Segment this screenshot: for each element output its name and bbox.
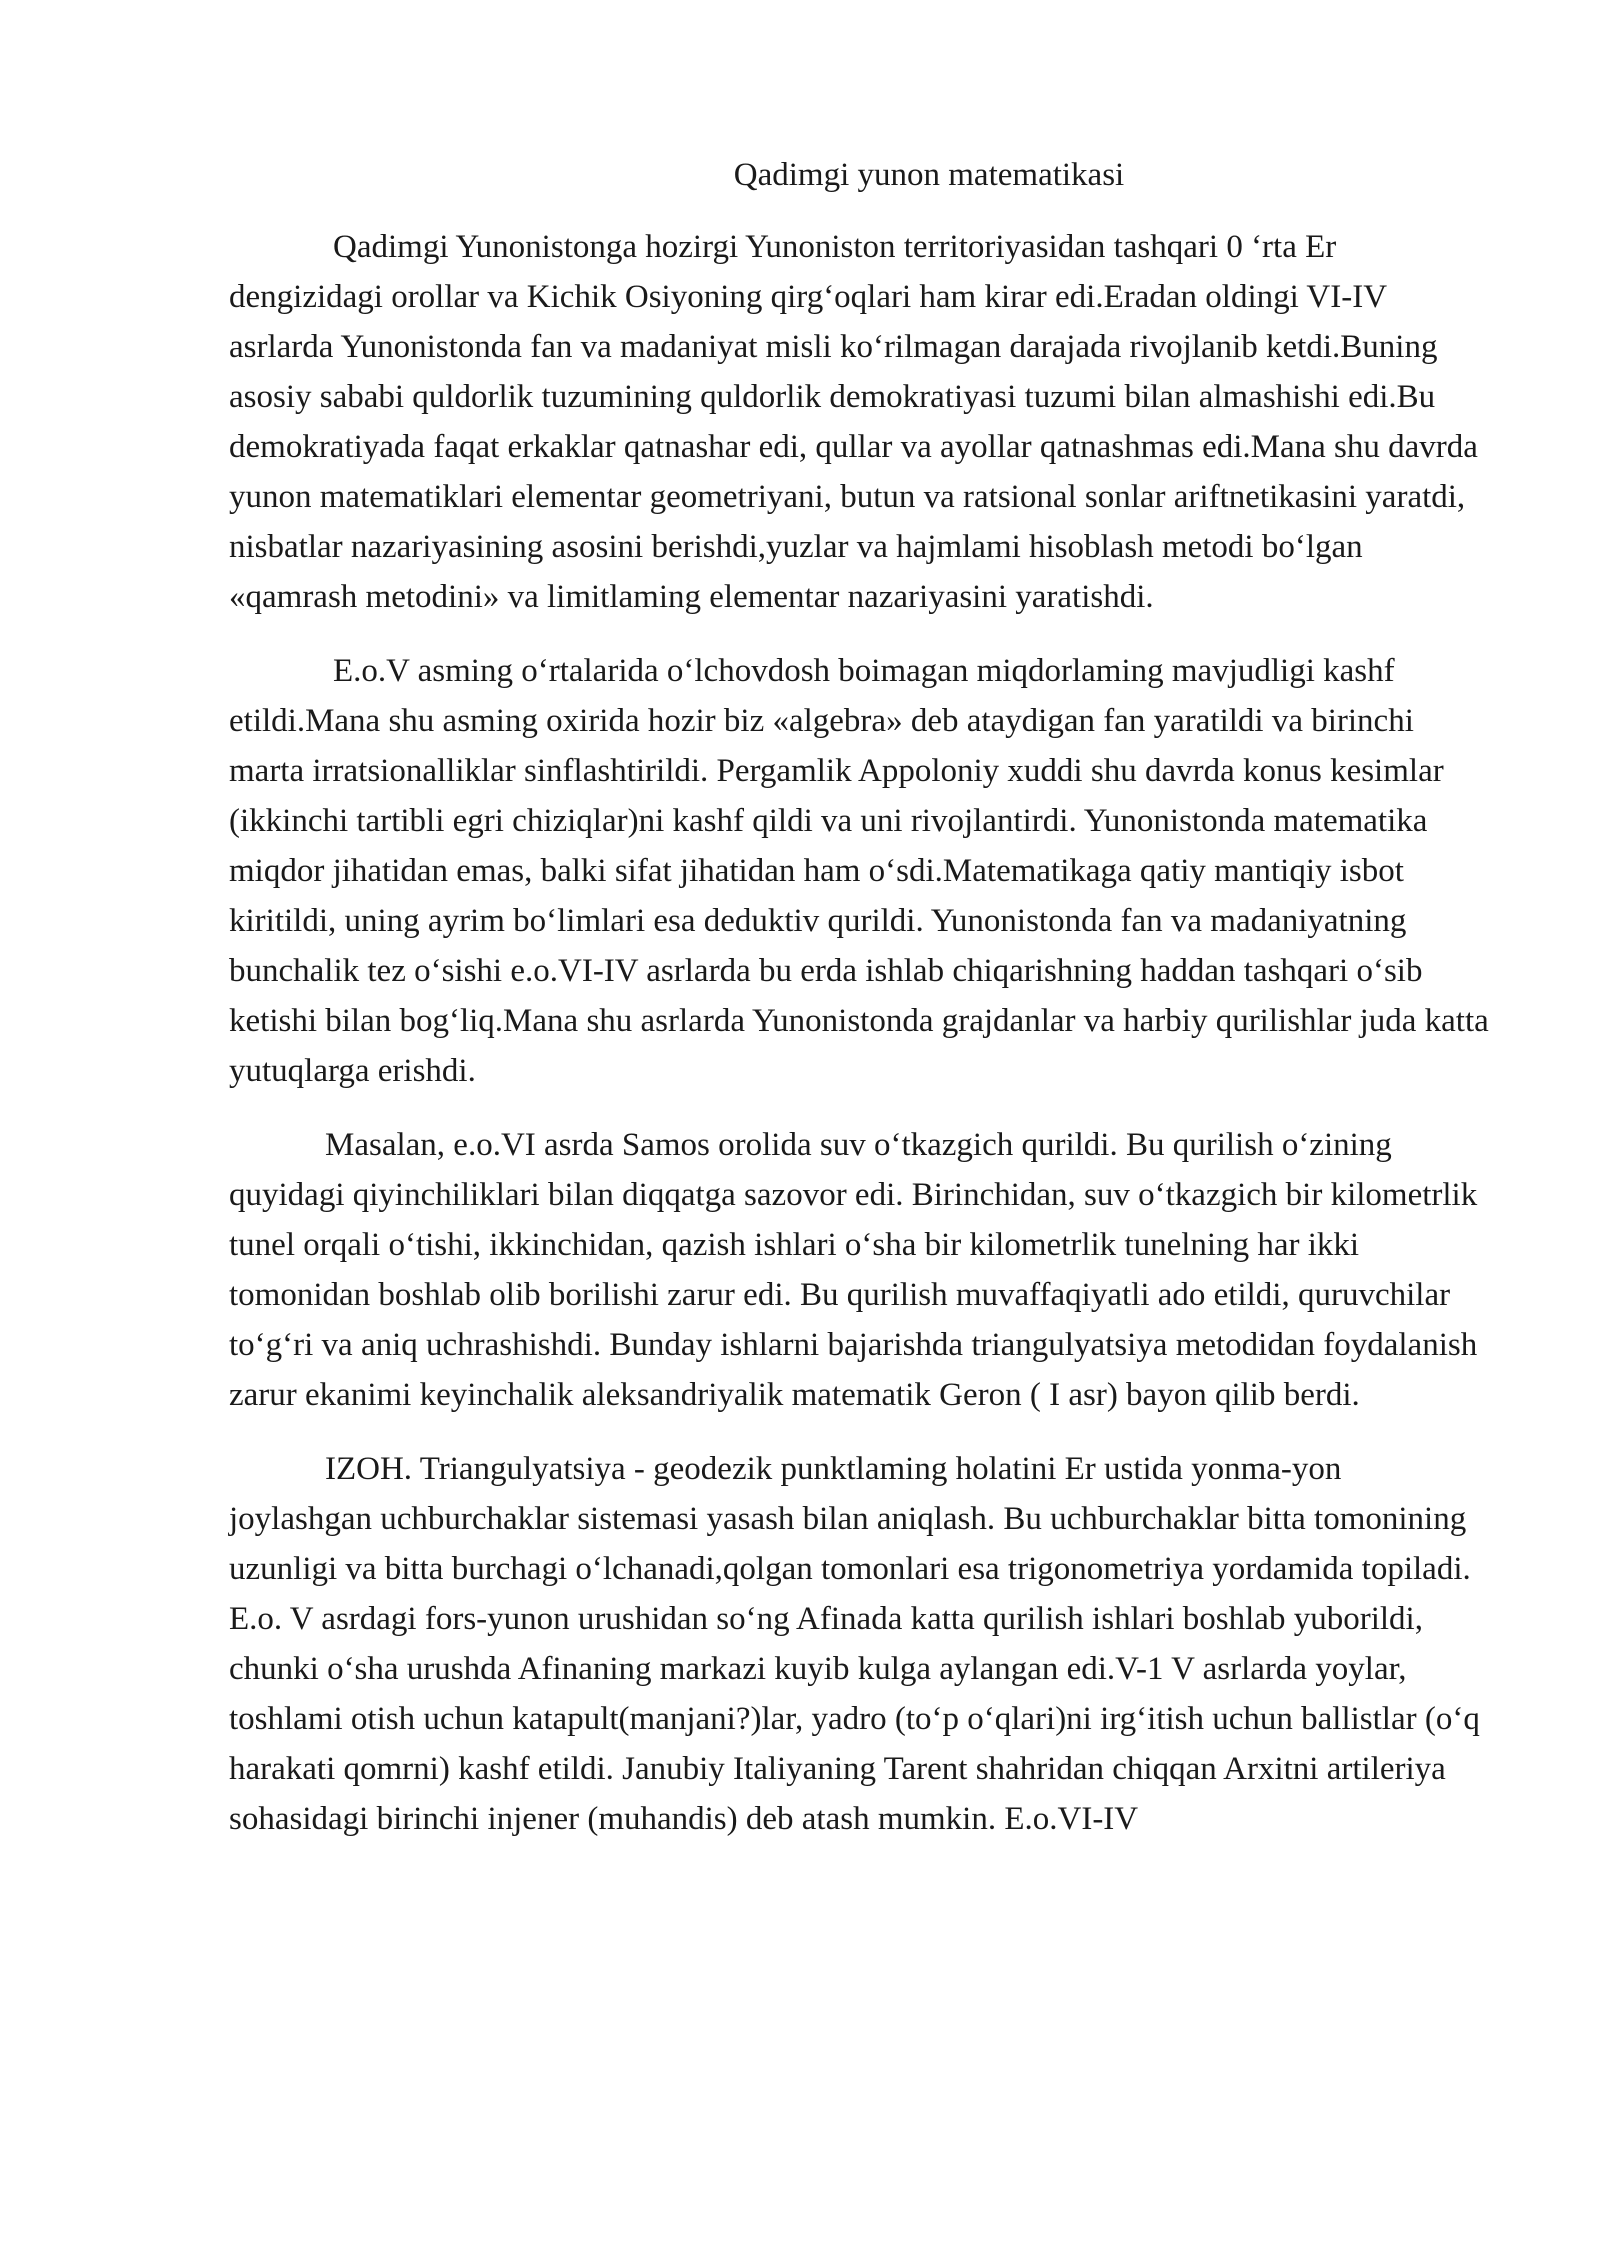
document-title: Qadimgi yunon matematikasi — [733, 157, 1125, 193]
paragraph-4: IZOH. Triangulyatsiya - geodezik punktlaming holatini Er ustida yonma-yon joylashgan uchburchaklar sistemasi yasash bilan aniqlash. Bu uchburchaklar bitta tomonining uzunligi va bitta burchagi o‘lchanadi,qolgan tomonlari esa trigonometriya yordamida topiladi. E.o. V asrdagi fors-yunon urushidan so‘ng Afinada katta qurilish ishlari boshlab yuborildi, chunki o‘sha urushda Afinaning markazi kuyib kulga aylangan edi.V-1 V asrlarda yoylar, toshlami otish uchun katapult(manjani?)lar, yadro (to‘p o‘qlari)ni irg‘itish uchun ballistlar (o‘q harakati qomrni) kashf etildi. Janubiy Italiyaning Tarent shahridan chiqqan Arxitni artileriya sohasidagi birinchi injener (muhandis) deb atash mumkin. E.o.VI-IV — [229, 1451, 1480, 1837]
paragraph-3: Masalan, e.o.VI asrda Samos orolida suv o‘tkazgich qurildi. Bu qurilish o‘zining quyidagi qiyinchiliklari bilan diqqatga sazovor edi. Birinchidan, suv o‘tkazgich bir kilometrlik tunel orqali o‘tishi, ikkinchidan, qazish ishlari o‘sha bir kilometrlik tunelning har ikki tomonidan boshlab olib borilishi zarur edi. Bu qurilish muvaffaqiyatli ado etildi, quruvchilar to‘g‘ri va aniq uchrashishdi. Bunday ishlarni bajarishda triangulyatsiya metodidan foydalanish zarur ekanimi keyinchalik aleksandriyalik matematik Geron ( I asr) bayon qilib berdi. — [229, 1127, 1478, 1413]
paragraph-2: E.o.V asming o‘rtalarida o‘lchovdosh boimagan miqdorlaming mavjudligi kashf etildi.Mana shu asming oxirida hozir biz «algebra» deb ataydigan fan yaratildi va birinchi marta irratsionalliklar sinflashtirildi. Pergamlik Appoloniy xuddi shu davrda konus kesimlar (ikkinchi tartibli egri chiziqlar)ni kashf qildi va uni rivojlantirdi. Yunonistonda matematika miqdor jihatidan emas, balki sifat jihatidan ham o‘sdi.Matematikaga qatiy mantiqiy isbot kiritildi, uning ayrim bo‘limlari esa deduktiv qurildi. Yunonistonda fan va madaniyatning bunchalik tez o‘sishi e.o.VI-IV asrlarda bu erda ishlab chiqarishning haddan tashqari o‘sib ketishi bilan bog‘liq.Mana shu asrlarda Yunonistonda grajdanlar va harbiy qurilishlar juda katta yutuqlarga erishdi. — [229, 653, 1489, 1089]
paragraph-1: Qadimgi Yunonistonga hozirgi Yunoniston territoriyasidan tashqari 0 ‘rta Er dengizidagi orollar va Kichik Osiyoning qirg‘oqlari ham kirar edi.Eradan oldingi VI-IV asrlarda Yunonistonda fan va madaniyat misli ko‘rilmagan darajada rivojlanib ketdi.Buning asosiy sababi quldorlik tuzumining quldorlik demokratiyasi tuzumi bilan almashishi edi.Bu demokratiyada faqat erkaklar qatnashar edi, qullar va ayollar qatnashmas edi.Mana shu davrda yunon matematiklari elementar geometriyani, butun va ratsional sonlar ariftnetikasini yaratdi, nisbatlar nazariyasining asosini berishdi,yuzlar va hajmlami hisoblash metodi bo‘lgan «qamrash metodini» va limitlaming elementar nazariyasini yaratishdi. — [229, 229, 1478, 615]
document-body — [229, 150, 1489, 1868]
